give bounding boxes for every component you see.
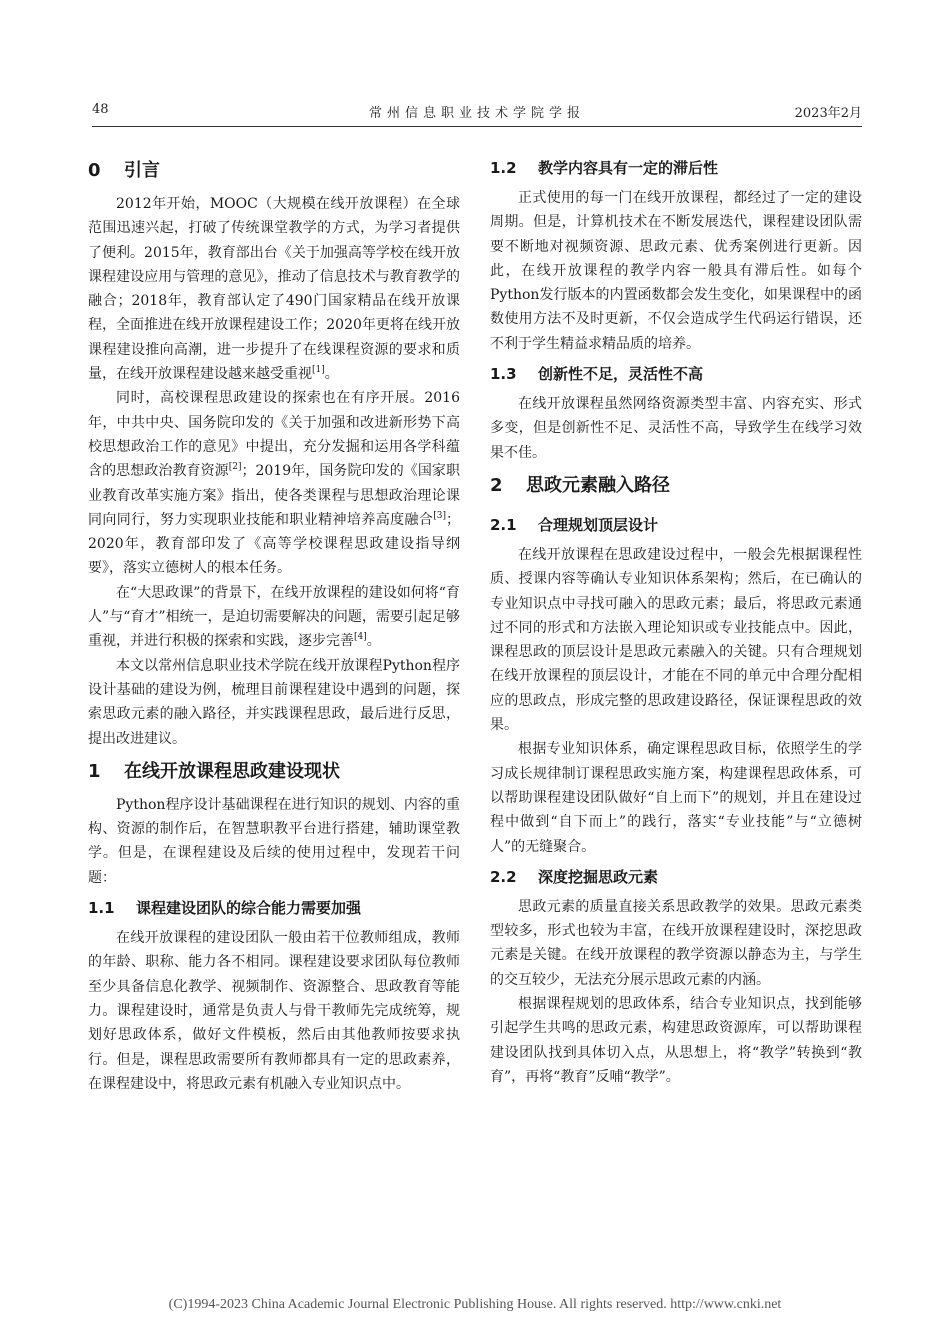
body-paragraph — [490, 992, 862, 1089]
left-column — [88, 150, 460, 1096]
paragraph-text: 思政元素的质量直接关系思政教学的效果。思政元素类型较多，形式也较为丰富，在线开放课程建设时，深挖思政元素是关键。在线开放课程的教学资源以静态为主，与学生的交互较少，无法充分展示思政元素的内涵。 — [490, 898, 862, 988]
subsection-heading — [490, 507, 862, 543]
subsection-heading — [490, 859, 862, 895]
body-paragraph — [88, 793, 460, 890]
paragraph-text: 正式使用的每一门在线开放课程，都经过了一定的建设周期。但是，计算机技术在不断发展迭代，课程建设团队需要不断地对视频资源、思政元素、优秀案例进行更新。因此，在线开放课程的教学内容一般具有滞后性。如每个Python发行版本的内置函数都会发生变化，如果课程中的函数使用方法不及时更新，不仅会造成学生代码运行错误，还不利于学生精益求精品质的培养。 — [490, 190, 862, 352]
body-paragraph — [490, 543, 862, 737]
subsection-heading — [490, 356, 862, 392]
heading-number: 1.3 — [490, 365, 517, 384]
paragraph-text: 根据课程规划的思政体系，结合专业知识点，找到能够引起学生共鸣的思政元素，构建思政资源库，可以帮助课程建设团队找到具体切入点，从思想上，将“教学”转换到“教育”，再将“教育”反哺“教学”。 — [490, 996, 862, 1085]
copyright-footer: (C)1994-2023 China Academic Journal Electronic Publishing House. All rights reserved. http://www.cnki.net — [168, 1297, 782, 1312]
subsection-heading — [490, 150, 862, 186]
citation-ref: [4] — [354, 632, 367, 643]
heading-title: 引言 — [124, 160, 160, 181]
heading-title: 深度挖掘思政元素 — [538, 867, 659, 886]
heading-number: 1.1 — [88, 899, 115, 918]
journal-title: 常州信息职业技术学院学报 — [368, 106, 585, 121]
body-paragraph — [490, 392, 862, 465]
body-paragraph — [88, 654, 460, 751]
citation-ref: [1] — [312, 365, 325, 376]
running-header — [92, 102, 862, 124]
body-paragraph — [490, 737, 862, 858]
heading-number: 1 — [88, 760, 101, 782]
body-paragraph — [490, 186, 862, 356]
subsection-heading — [88, 890, 460, 926]
heading-title: 思政元素融入路径 — [526, 474, 670, 496]
paragraph-text: 在线开放课程的建设团队一般由若干位教师组成，教师的年龄、职称、能力各不相同。课程建设要求团队每位教师至少具备信息化教学、视频制作、资源整合、思政教育等能力。课程建设时，通常是负责人与骨干教师先完成统筹，规划好思政体系，做好文件模板，然后由其他教师按要求执行。但是，课程思政需要所有教师都具有一定的思政素养，在课程建设中，将思政元素有机融入专业知识点中。 — [88, 930, 460, 1092]
paragraph-text: 在“大思政课”的背景下，在线开放课程的建设如何将“育人”与“育才”相统一，是迫切需要解决的问题，需要引起足够重视，并进行积极的探索和实践，逐步完善 — [88, 584, 460, 650]
heading-title: 课程建设团队的综合能力需要加强 — [136, 899, 362, 918]
body-paragraph — [88, 581, 460, 654]
heading-title: 合理规划顶层设计 — [538, 515, 659, 534]
section-heading — [88, 150, 460, 192]
paragraph-text: 在线开放课程在思政建设过程中，一般会先根据课程性质、授课内容等确认专业知识体系架构；然后，在已确认的专业知识点中寻找可融入的思政元素；最后，将思政元素通过不同的形式和方法嵌入理论知识或专业技能点中。因此，课程思政的顶层设计是思政元素融入的关键。只有合理规划在线开放课程的顶层设计，才能在不同的单元中合理分配相应的思政点，形成完整的思政建设路径，保证课程思政的效果。 — [490, 546, 862, 734]
body-paragraph — [490, 895, 862, 992]
paragraph-text: 2012年开始，MOOC（大规模在线开放课程）在全球范围迅速兴起，打破了传统课堂教学的方式，为学习者提供了便利。2015年，教育部出台《关于加强高等学校在线开放课程建设应用与管理的意见》，推动了信息技术与教育教学的融合；2018年，教育部认定了490门国家精品在线开放课程，全面推进在线开放课程建设工作；2020年更将在线开放课程建设推向高潮，进一步提升了在线课程资源的要求和质量，在线开放课程建设越来越受重视 — [88, 196, 460, 383]
paragraph-text: 。 — [366, 633, 381, 650]
heading-number: 2.1 — [490, 515, 517, 534]
section-heading — [490, 465, 862, 507]
header-rule — [92, 126, 862, 127]
heading-number: 2.2 — [490, 867, 517, 886]
body-paragraph — [88, 926, 460, 1096]
paragraph-text: ；2019年，国务院印发的《国家职业教育改革实施方案》指出，使各类课程与思想政治理论课同向同行，努力实现职业技能和职业精神培养高度融合 — [88, 463, 460, 528]
paragraph-text: 。 — [324, 366, 339, 383]
section-heading — [88, 751, 460, 793]
heading-number: 2 — [490, 474, 503, 496]
citation-ref: [3] — [433, 510, 446, 521]
paragraph-text: ；2020年，教育部印发了《高等学校课程思政建设指导纲要》，落实立德树人的根本任务。 — [88, 511, 460, 577]
heading-title: 创新性不足，灵活性不高 — [538, 365, 704, 384]
right-column — [490, 150, 862, 1089]
heading-number: 0 — [88, 160, 101, 181]
citation-ref: [2] — [228, 462, 242, 473]
heading-title: 在线开放课程思政建设现状 — [124, 760, 340, 782]
issue-date: 2023年2月 — [794, 106, 862, 121]
paragraph-text: 根据专业知识体系，确定课程思政目标，依照学生的学习成长规律制订课程思政实施方案，构建课程思政体系，可以帮助课程建设团队做好“自上而下”的规划，并且在建设过程中做到“自下而上”的践行，落实“专业技能”与“立德树人”的无缝聚合。 — [490, 741, 862, 855]
paragraph-text: 在线开放课程虽然网络资源类型丰富、内容充实、形式多变，但是创新性不足、灵活性不高，导致学生在线学习效果不佳。 — [490, 396, 862, 461]
page-number: 48 — [92, 102, 109, 117]
heading-number: 1.2 — [490, 159, 517, 177]
heading-title: 教学内容具有一定的滞后性 — [538, 159, 719, 177]
paragraph-text: 同时，高校课程思政建设的探索也在有序开展。2016年，中共中央、国务院印发的《关于加强和改进新形势下高校思想政治工作的意见》中提出，充分发掘和运用各学科蕴含的思想政治教育资源 — [88, 390, 460, 480]
body-paragraph — [88, 192, 460, 386]
paragraph-text: 本文以常州信息职业技术学院在线开放课程Python程序设计基础的建设为例，梳理目前课程建设中遇到的问题，探索思政元素的融入路径，并实践课程思政，最后进行反思，提出改进建议。 — [88, 657, 460, 747]
body-paragraph — [88, 386, 460, 580]
paragraph-text: Python程序设计基础课程在进行知识的规划、内容的重构、资源的制作后，在智慧职教平台进行搭建，辅助课堂教学。但是，在课程建设及后续的使用过程中，发现若干问题： — [88, 796, 460, 886]
